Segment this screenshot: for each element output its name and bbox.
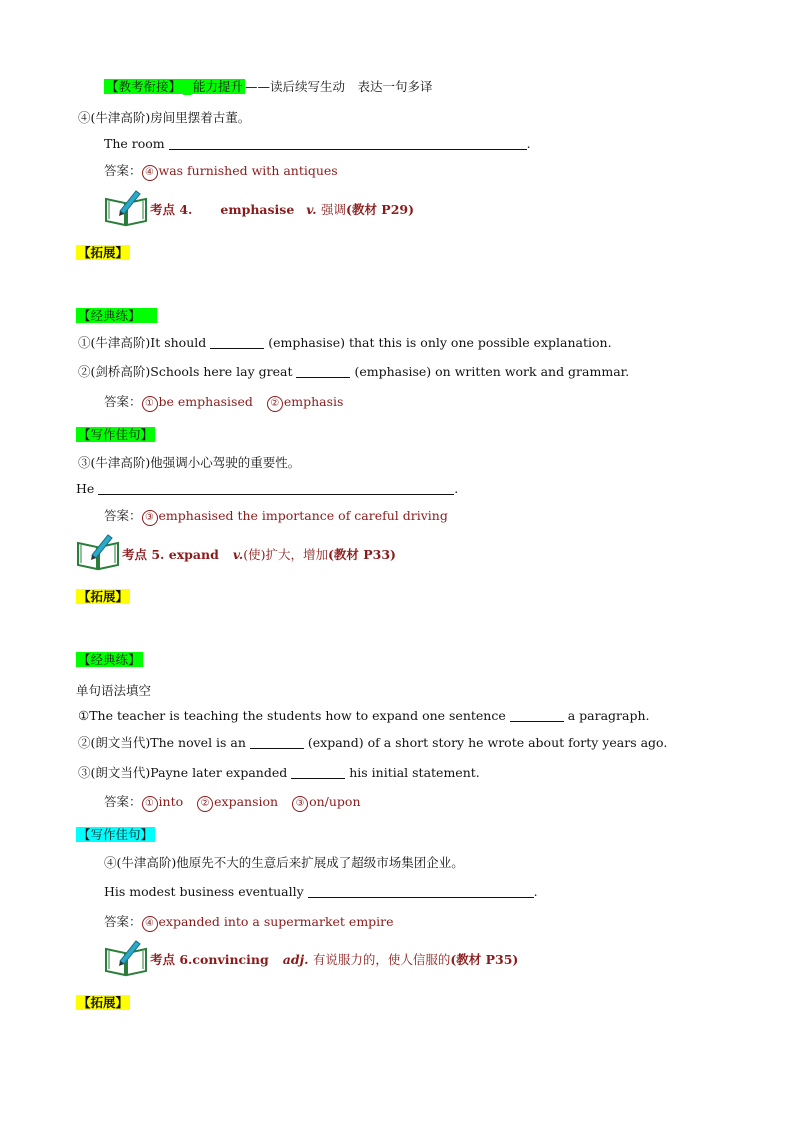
answer-line-3: He .: [76, 481, 459, 496]
writing-label-1: 【写作佳句】: [78, 427, 154, 442]
expand-label-1: 【拓展】: [78, 245, 129, 260]
answer-fill: 答案： ① into ② expansion ③ on/upon: [104, 794, 361, 812]
answer-3: 答案： ③ emphasised the importance of careful driving: [104, 508, 448, 526]
blank: [291, 766, 345, 779]
expand-label-3: 【拓展】: [78, 995, 129, 1010]
book-pencil-icon: [104, 189, 148, 227]
blank: [308, 885, 534, 898]
question-3: ③(牛津高阶)他强调小心驾驶的重要性。: [78, 455, 301, 470]
question-2: ②(剑桥高阶)Schools here lay great (emphasise) on written work and grammar.: [78, 364, 630, 379]
tag-nengli: 能力提升: [193, 79, 244, 94]
blank: [98, 482, 454, 495]
fill-2: ②(朗文当代)The novel is an (expand) of a short story he wrote about forty years ago.: [78, 735, 668, 750]
expand-label-2: 【拓展】: [78, 589, 129, 604]
answer-4b: 答案： ④ expanded into a supermarket empire: [104, 914, 394, 932]
section-header: [104, 79, 433, 95]
question-1: ①(牛津高阶)It should (emphasise) that this is only one possible explanation.: [78, 335, 612, 350]
blank: [210, 336, 264, 349]
tag-jiaokao: 【教考衔接】: [106, 79, 182, 94]
book-pencil-icon: [104, 939, 148, 977]
blank: [296, 365, 350, 378]
book-pencil-icon: [76, 533, 120, 571]
answer-line-4: The room .: [104, 136, 531, 151]
keypoint-4: 考点 4. emphasise v. 强调(教材 P29): [150, 202, 415, 217]
header-rest: ——读后续写生动 表达一句多译: [245, 79, 433, 94]
answer-line-4b: His modest business eventually .: [104, 884, 538, 899]
fill-1: ①The teacher is teaching the students how to expand one sentence a paragraph.: [78, 708, 650, 723]
answer-4: 答案： ④ was furnished with antiques: [104, 163, 338, 181]
writing-label-2: 【写作佳句】: [78, 827, 154, 842]
keypoint-5: 考点 5. expand v.(使)扩大，增加(教材 P33): [122, 547, 396, 562]
fill-title: 单句语法填空: [76, 683, 152, 698]
blank: [169, 137, 527, 150]
answer-1-2: 答案： ① be emphasised ② emphasis: [104, 394, 343, 412]
classic-label-2: 【经典练】: [78, 652, 141, 667]
question-4b: ④(牛津高阶)他原先不大的生意后来扩展成了超级市场集团企业。: [104, 855, 464, 870]
blank: [510, 709, 564, 722]
fill-3: ③(朗文当代)Payne later expanded his initial statement.: [78, 765, 480, 780]
blank: [250, 736, 304, 749]
question-4: ④(牛津高阶)房间里摆着古董。: [78, 110, 251, 125]
keypoint-6: 考点 6.convincing adj. 有说服力的，使人信服的(教材 P35): [150, 952, 519, 967]
classic-label-1: 【经典练】: [76, 308, 157, 324]
